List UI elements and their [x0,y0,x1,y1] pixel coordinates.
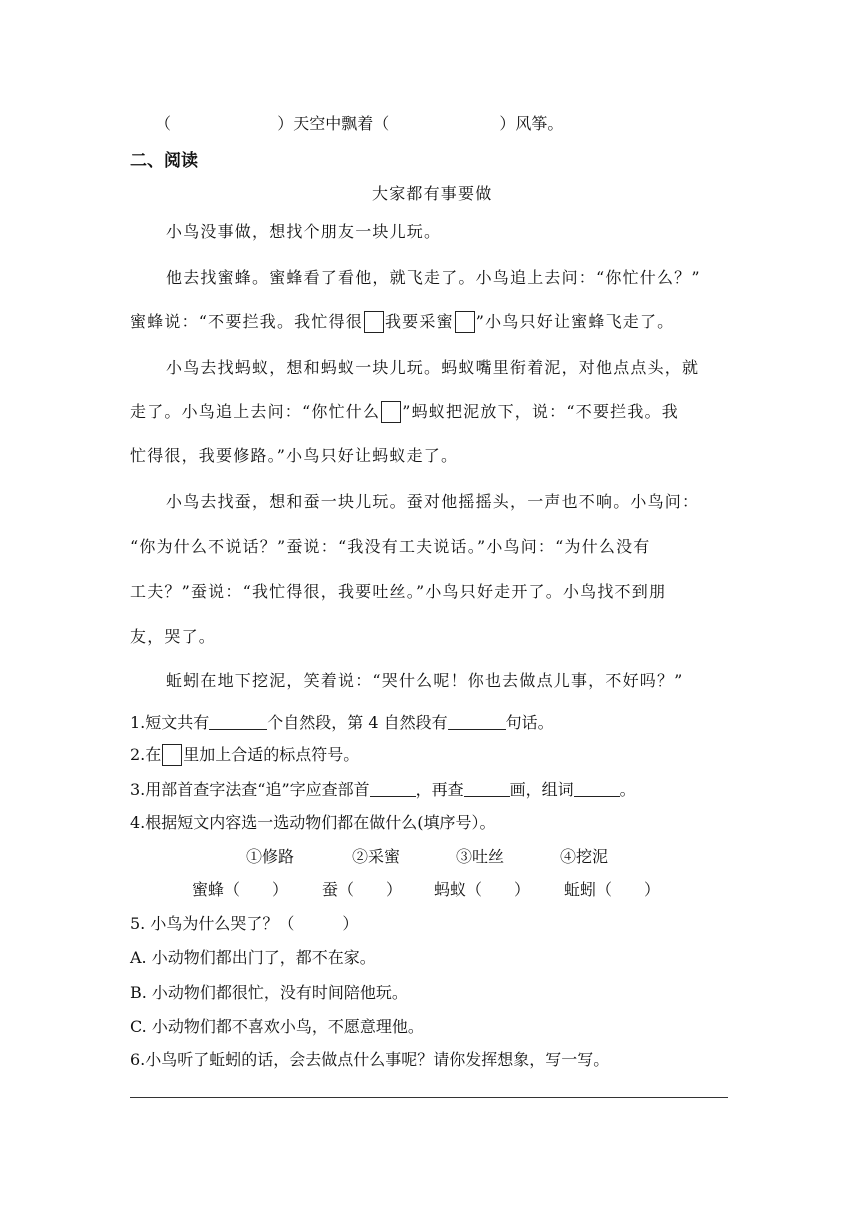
q4-animal-answer[interactable]: 蚕（ ） [322,880,403,899]
q3-text-c: 画，组词 [509,780,574,799]
passage-paragraph-3-line-3: 忙得很，我要修路。”小鸟只好让蚂蚁走了。 [130,446,459,465]
passage-paragraph-4-line-3: 工夫？”蚕说：“我忙得很，我要吐丝。”小鸟只好走开了。小鸟找不到朋 [130,582,667,601]
q3-blank-radical[interactable] [370,780,416,797]
q4-animal-answer[interactable]: 蜜蜂（ ） [192,880,289,899]
box-symbol [162,744,182,766]
q3-blank-word[interactable] [574,780,620,797]
q5-choice-a[interactable]: A. 小动物们都出门了，都不在家。 [130,948,376,967]
fill-line-middle: ）天空中飘着（ [277,114,390,133]
q1-text-c: 句话。 [505,713,554,732]
question-6: 6.小鸟听了蚯蚓的话，会去做点什么事呢？请你发挥想象，写一写。 [130,1050,610,1069]
q4-option: ③吐丝 [456,847,505,866]
passage-title: 大家都有事要做 [372,184,493,203]
passage-paragraph-1: 小鸟没事做，想找个朋友一块儿玩。 [166,222,442,241]
q1-text-a: 1.短文共有 [130,713,210,732]
passage-paragraph-4-line-1: 小鸟去找蚕，想和蚕一块儿玩。蚕对他摇摇头，一声也不响。小鸟问： [166,492,700,511]
fill-in-line [155,111,563,134]
passage-paragraph-4-line-2: “你为什么不说话？”蚕说：“我没有工夫说话。”小鸟问：“为什么没有 [130,537,651,556]
punctuation-box[interactable] [364,311,384,333]
passage-paragraph-2-line-2 [130,309,674,333]
p2-text-a: 蜜蜂说：“不要拦我。我忙得很 [130,312,363,331]
q1-blank-2[interactable] [448,713,506,730]
q5-choice-c[interactable]: C. 小动物们都不喜欢小鸟，不愿意理他。 [130,1017,424,1036]
passage-paragraph-2-line-1: 他去找蜜蜂。蜜蜂看了看他，就飞走了。小鸟追上去问：“你忙什么？” [166,268,701,287]
q3-text-b: ，再查 [415,780,464,799]
q3-blank-strokes[interactable] [464,780,510,797]
q4-option: ④挖泥 [560,847,609,866]
p2-text-b: 我要采蜜 [384,312,454,331]
q3-text-a: 3.用部首查字法查“追”字应查部首 [130,780,370,799]
section-heading: 二、阅读 [130,151,198,171]
question-2 [130,742,359,766]
question-3 [130,777,636,800]
question-4: 4.根据短文内容选一选动物们都在做什么(填序号）。 [130,813,496,832]
fill-line-end: ）风筝。 [499,114,564,133]
q4-animal-answer[interactable]: 蚂蚁（ ） [434,880,531,899]
punctuation-box[interactable] [455,311,475,333]
answer-writing-line[interactable] [130,1097,728,1098]
p3-text-a: 走了。小鸟追上去问：“你忙什么 [130,402,381,421]
q2-text-a: 2.在 [130,745,162,764]
question-1 [130,710,554,733]
question-5: 5. 小鸟为什么哭了？（ ） [130,914,359,933]
paren-open: （ [155,114,172,133]
passage-paragraph-3-line-1: 小鸟去找蚂蚁，想和蚂蚁一块儿玩。蚂蚁嘴里衔着泥，对他点点头，就 [166,358,700,377]
passage-paragraph-5: 蚯蚓在地下挖泥，笑着说：“哭什么呢！你也去做点儿事，不好吗？” [166,671,684,690]
passage-paragraph-3-line-2 [130,399,679,423]
q3-text-d: 。 [619,780,636,799]
q2-text-b: 里加上合适的标点符号。 [183,745,360,764]
q1-blank-1[interactable] [209,713,267,730]
passage-paragraph-4-line-4: 友，哭了。 [130,627,217,646]
p2-text-c: ”小鸟只好让蜜蜂飞走了。 [475,312,675,331]
punctuation-box[interactable] [381,401,401,423]
q4-animal-answer[interactable]: 蚯蚓（ ） [564,880,661,899]
q1-text-b: 个自然段，第 4 自然段有 [267,713,448,732]
q4-option: ①修路 [246,847,295,866]
p3-text-b: ”蚂蚁把泥放下，说：“不要拦我。我 [402,402,679,421]
q5-choice-b[interactable]: B. 小动物们都很忙，没有时间陪他玩。 [130,983,408,1002]
q4-option: ②采蜜 [352,847,401,866]
